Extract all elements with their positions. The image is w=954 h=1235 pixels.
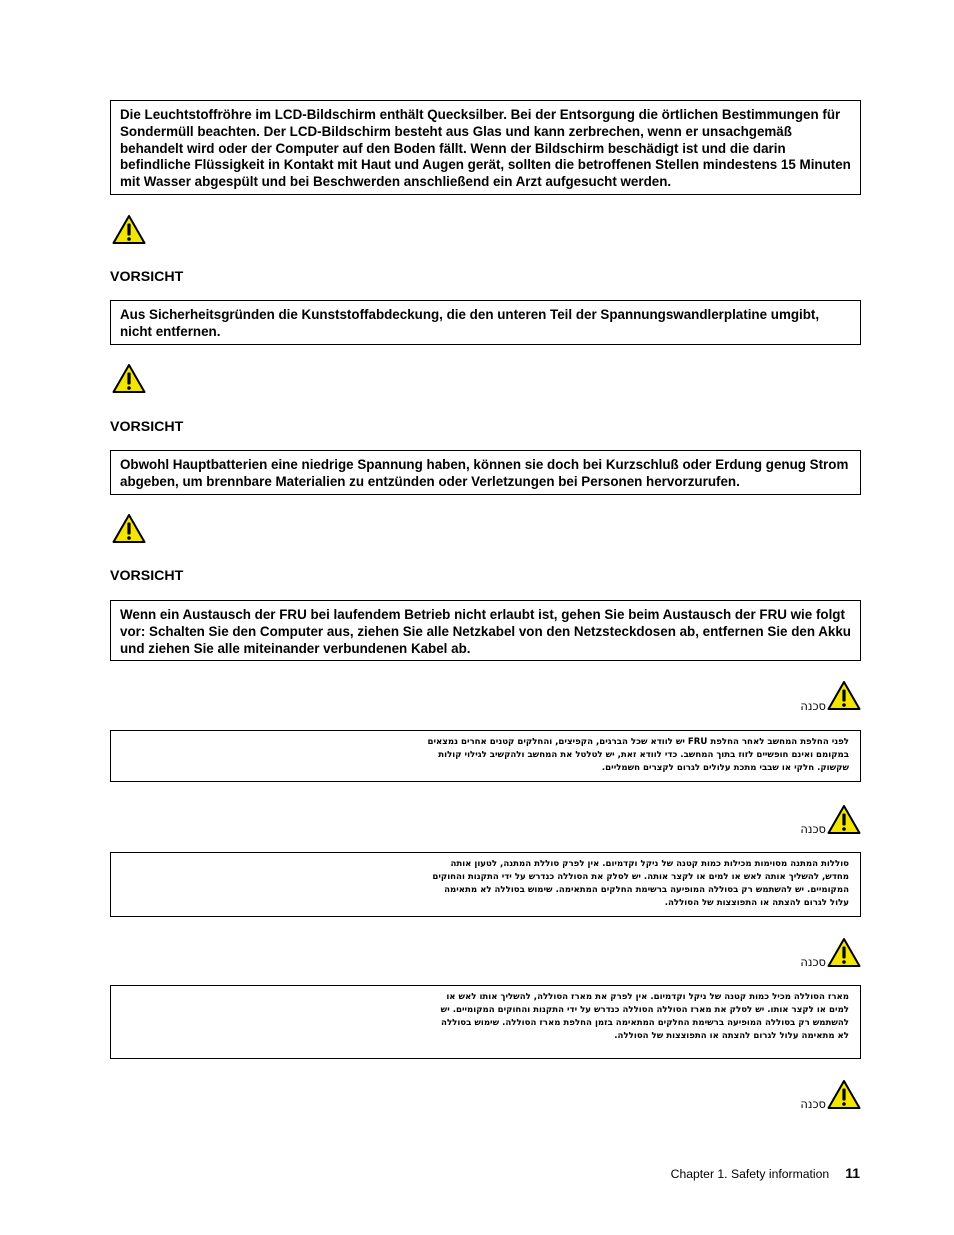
warning-triangle-icon bbox=[827, 804, 861, 835]
warning-text-box-1 bbox=[110, 100, 861, 195]
page-footer bbox=[620, 1165, 860, 1181]
hebrew-warning-text-3: מארז הסוללה מכיל כמות קטנה של ניקל וקדמיום. אין לפרק את מארז הסוללה, להשליך אותו לאש או למים או לקצר אותו. יש לסלק את מארז הסוללה הסוללה כנדרש על ידי התקנות והחוקים המקומיים. יש להשתמש רק בסוללה המופיעה ברשימת החלקים המתאימה בזמן החלפת מארז הסוללה. שימוש בסוללה לא מתאימה עלול לגרום להצתה או התפוצצות של הסוללה. bbox=[440, 992, 849, 1041]
warning-triangle-icon bbox=[112, 363, 146, 394]
warning-triangle-icon bbox=[827, 937, 861, 968]
warning-triangle-icon bbox=[827, 1079, 861, 1110]
caution-heading-1: VORSICHT bbox=[110, 269, 184, 285]
warning-text-box-2 bbox=[110, 300, 861, 345]
caution-heading-2: VORSICHT bbox=[110, 419, 184, 435]
hebrew-danger-label-1: סכנה bbox=[800, 699, 826, 713]
footer-chapter: Chapter 1. Safety information bbox=[670, 1167, 830, 1181]
hebrew-warning-text-2: סוללות המתנה מסוימות מכילות כמות קטנה של ניקל וקדמיום. אין לפרק סוללת המתנה, לטעון אותה מחדש, להשליך אותה לאש או למים או לקצר אותה. יש לסלק את הסוללה כנדרש על ידי התקנות והחוקים המקומיים. יש להשתמש רק בסוללה המופיעה ברשימת החלקים המתאימה. שימוש בסוללה לא מתאימה עלול לגרום להצתה או התפוצצות של הסוללה. bbox=[432, 859, 849, 908]
hebrew-warning-box-3 bbox=[110, 985, 861, 1059]
warning-triangle-icon bbox=[112, 513, 146, 544]
hebrew-warning-text-1: לפני החלפת המחשב לאחר החלפת FRU יש לוודא שכל הברגים, הקפיצים, והחלקים קטנים אחרים נמצאים במקומם ואינם חופשיים לזוז בתוך המחשב. כדי לוודא זאת, יש לטלטל את המחשב ולהקשיב לגילוי קולות שקשוק. חלקי או שבבי מתכת עלולים לגרום לקצרים חשמליים. bbox=[427, 737, 849, 773]
hebrew-warning-box-1 bbox=[110, 730, 861, 782]
warning-triangle-icon bbox=[112, 214, 146, 245]
hebrew-danger-label-3: סכנה bbox=[800, 955, 826, 969]
warning-text-3: Obwohl Hauptbatterien eine niedrige Spannung haben, können sie doch bei Kurzschluß oder Erdung genug Strom abgeben, um brennbare Materialien zu entzünden oder Verletzungen bei Personen hervorzurufen. bbox=[120, 457, 849, 489]
warning-triangle-icon bbox=[827, 680, 861, 711]
warning-text-4: Wenn ein Austausch der FRU bei laufendem Betrieb nicht erlaubt ist, gehen Sie beim Austausch der FRU wie folgt vor: Schalten Sie den Computer aus, ziehen Sie alle Netzkabel von den Netzsteckdosen ab, entfernen Sie den Akku und ziehen Sie alle miteinander verbundenen Kabel ab. bbox=[120, 607, 851, 656]
warning-text-2: Aus Sicherheitsgründen die Kunststoffabdeckung, die den unteren Teil der Spannungswandlerplatine umgibt, nicht entfernen. bbox=[120, 307, 820, 339]
hebrew-danger-label-4: סכנה bbox=[800, 1097, 826, 1111]
hebrew-warning-box-2 bbox=[110, 852, 861, 917]
caution-heading-3: VORSICHT bbox=[110, 568, 184, 584]
page-number: 11 bbox=[845, 1165, 860, 1181]
warning-text-1: Die Leuchtstoffröhre im LCD-Bildschirm enthält Quecksilber. Bei der Entsorgung die örtlichen Bestimmungen für Sondermüll beachten. Der LCD-Bildschirm besteht aus Glas und kann zerbrechen, wenn er unsachgemäß behandelt wird oder der Computer auf den Boden fällt. Wenn der Bildschirm beschädigt ist und die darin befindliche Flüssigkeit in Kontakt mit Haut und Augen gerät, sollten die betroffenen Stellen mindestens 15 Minuten mit Wasser abgespült und bei Beschwerden anschließend ein Arzt aufgesucht werden. bbox=[120, 107, 851, 190]
warning-text-box-4 bbox=[110, 600, 861, 661]
hebrew-danger-label-2: סכנה bbox=[800, 822, 826, 836]
warning-text-box-3 bbox=[110, 450, 861, 495]
